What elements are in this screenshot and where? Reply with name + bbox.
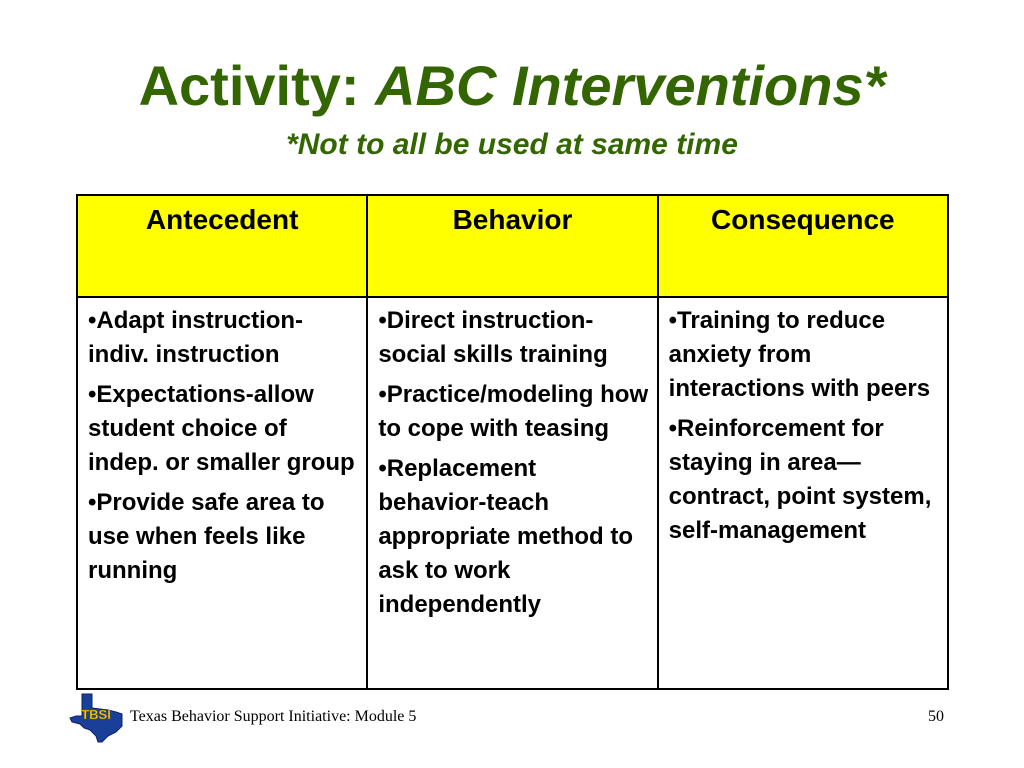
page-number: 50	[928, 708, 944, 725]
list-item: •Training to reduce anxiety from interactions with peers	[668, 307, 931, 402]
behavior-cell	[367, 297, 657, 689]
table-header-row	[77, 195, 948, 297]
list-item: •Reinforcement for staying in area—contract, point system, self-management	[668, 415, 932, 544]
consequence-cell	[658, 297, 948, 689]
table-row	[77, 297, 948, 689]
list-item: •Replacement behavior-teach appropriate method to ask to work independently	[378, 455, 633, 618]
slide-title	[0, 54, 1024, 118]
list-item: •Direct instruction-social skills training	[378, 307, 608, 368]
slide-subtitle: *Not to all be used at same time	[286, 128, 738, 161]
title-emphasis: ABC Interventions*	[375, 54, 886, 117]
list-item: •Adapt instruction-indiv. instruction	[88, 307, 304, 368]
header-antecedent: Antecedent	[77, 195, 367, 297]
footer-text: Texas Behavior Support Initiative: Module 5	[130, 708, 417, 725]
antecedent-cell	[77, 297, 367, 689]
list-item: •Expectations-allow student choice of indep. or smaller group	[88, 381, 355, 476]
header-behavior: Behavior	[367, 195, 657, 297]
abc-table	[76, 194, 949, 690]
tbsi-texas-logo-icon	[68, 692, 124, 744]
list-item: •Practice/modeling how to cope with teasing	[378, 381, 649, 442]
header-consequence: Consequence	[658, 195, 948, 297]
list-item: •Provide safe area to use when feels like running	[88, 489, 325, 584]
logo-text: TBSI	[81, 707, 111, 722]
title-lead: Activity:	[138, 54, 376, 117]
